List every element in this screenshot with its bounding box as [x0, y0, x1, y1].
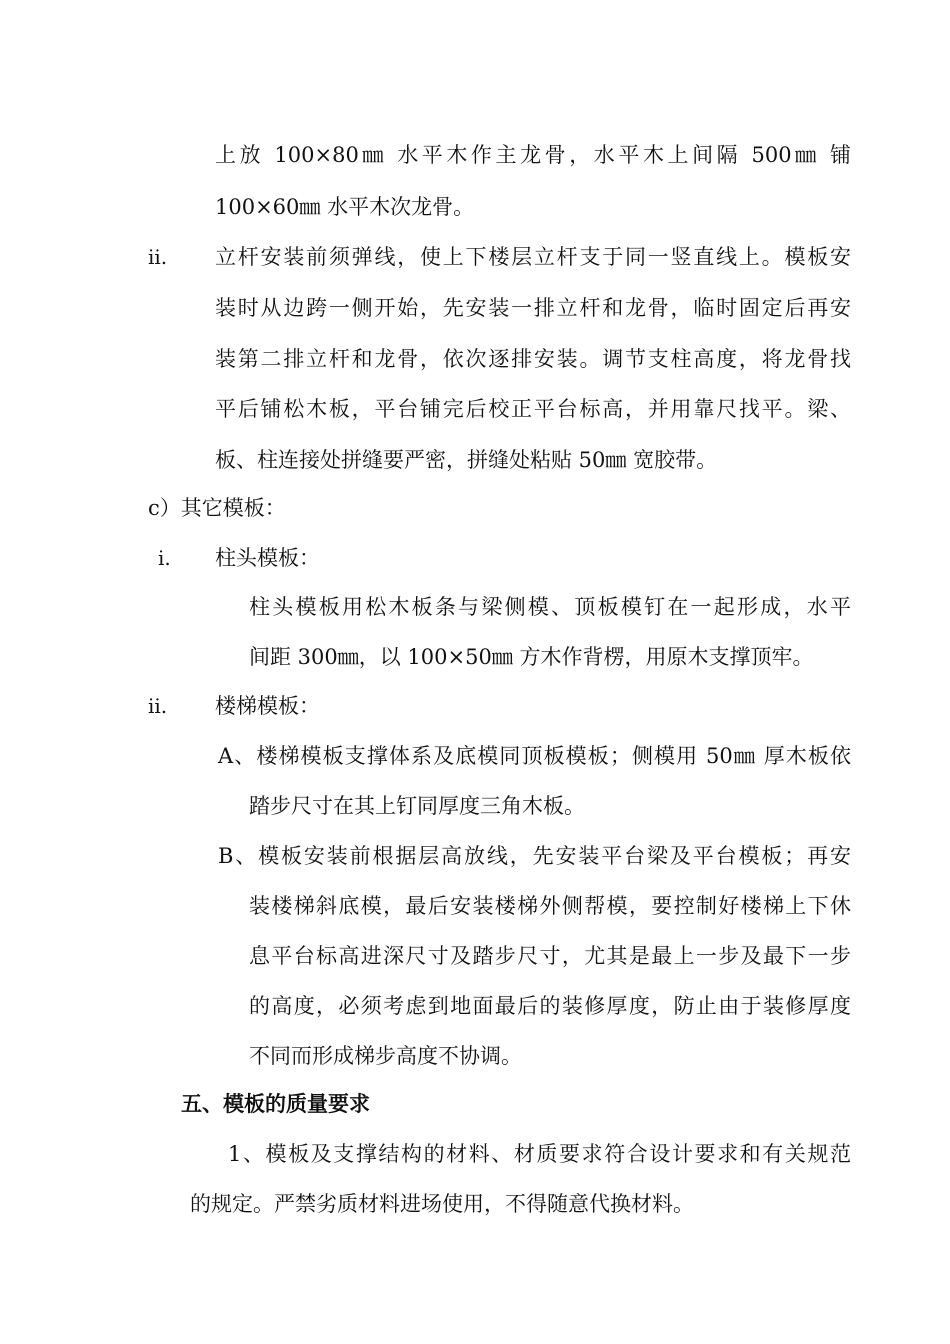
- text-line: 立杆安装前须弹线，使上下楼层立杆支于同一竖直线上。模板安: [215, 245, 851, 269]
- subsection-label: c）其它模板：: [148, 496, 286, 520]
- text-line: 装时从边跨一侧开始，先安装一排立杆和龙骨，临时固定后再安: [215, 296, 851, 320]
- text-line: 的规定。严禁劣质材料进场使用，不得随意代换材料。: [190, 1192, 694, 1216]
- text-line: 装楼梯斜底模，最后安装楼梯外侧帮模，要控制好楼梯上下休: [249, 894, 851, 918]
- item-title: 楼梯模板：: [215, 694, 320, 718]
- text-line: 平后铺松木板，平台铺完后校正平台标高，并用靠尺找平。梁、: [215, 397, 851, 421]
- text-line: 间距 300㎜，以 100×50㎜ 方木作背楞，用原木支撑顶牢。: [249, 645, 814, 669]
- text-line: 上放 100×80㎜ 水平木作主龙骨，水平木上间隔 500㎜ 铺: [215, 143, 851, 167]
- text-line: 的高度，必须考虑到地面最后的装修厚度，防止由于装修厚度: [249, 994, 851, 1018]
- section-heading: 五、模板的质量要求: [181, 1091, 370, 1116]
- item-title: 柱头模板：: [215, 546, 320, 570]
- text-line: A、楼梯模板支撑体系及底模同顶板模板；侧模用 50㎜ 厚木板依: [218, 744, 851, 768]
- list-marker: i.: [158, 546, 171, 570]
- text-line: 踏步尺寸在其上钉同厚度三角木板。: [249, 794, 585, 818]
- text-line: B、模板安装前根据层高放线，先安装平台梁及平台模板；再安: [218, 844, 851, 868]
- list-marker: ii.: [148, 245, 168, 269]
- text-line: 装第二排立杆和龙骨，依次逐排安装。调节支柱高度，将龙骨找: [215, 347, 851, 371]
- list-marker: ii.: [148, 694, 168, 718]
- text-line: 息平台标高进深尺寸及踏步尺寸，尤其是最上一步及最下一步: [249, 944, 851, 968]
- text-line: 板、柱连接处拼缝要严密，拼缝处粘贴 50㎜ 宽胶带。: [215, 448, 718, 472]
- text-line: 1、模板及支撑结构的材料、材质要求符合设计要求和有关规范: [228, 1142, 851, 1166]
- text-line: 100×60㎜ 水平木次龙骨。: [215, 195, 475, 219]
- text-line: 不同而形成梯步高度不协调。: [249, 1044, 522, 1068]
- text-line: 柱头模板用松木板条与梁侧模、顶板模钉在一起形成，水平: [249, 595, 851, 619]
